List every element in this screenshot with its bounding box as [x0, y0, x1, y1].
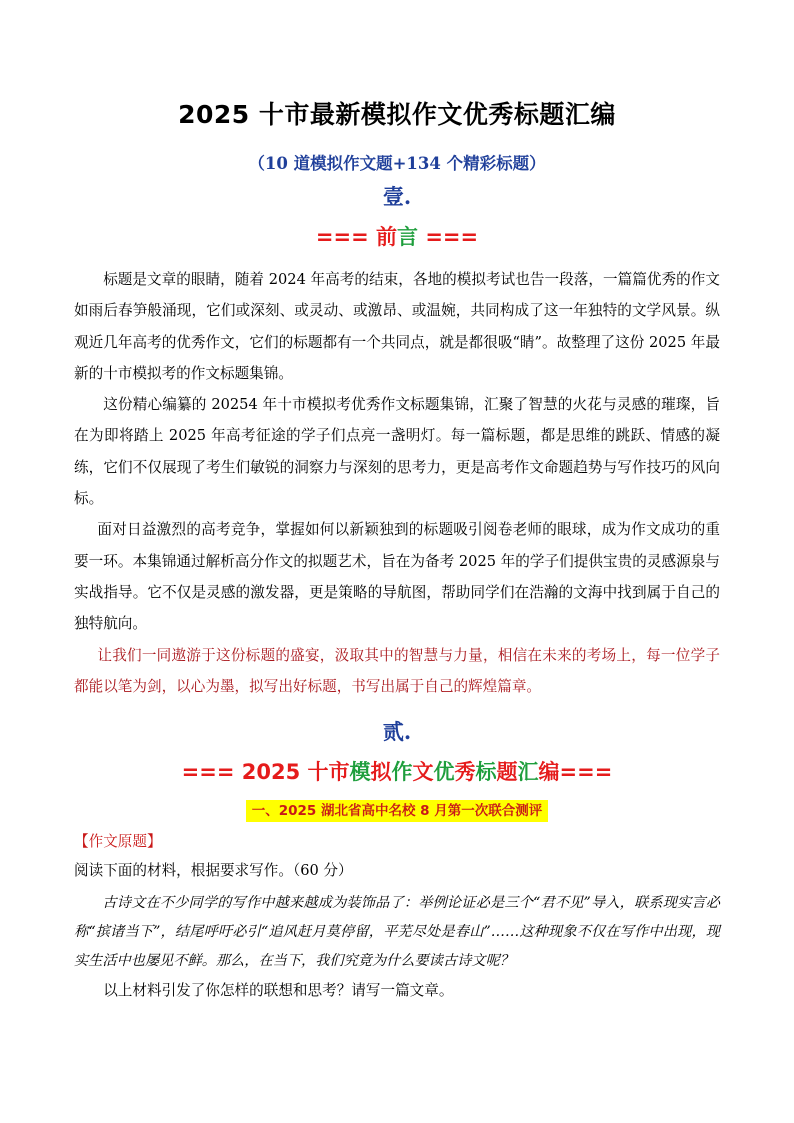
heading2-char: 题: [496, 760, 518, 785]
preface-heading: [74, 220, 720, 254]
heading-right-marker: ===: [425, 225, 479, 249]
material-paragraph: 古诗文在不少同学的写作中越来越成为装饰品了：举例论证必是三个“君不见”导入，联系现实言必称“摈诸当下”，结尾呼吁必引“追风赶月莫停留，平芜尽处是春山”……这种现象不仅在写作中出现，现实生活中也屡见不鲜。那么，在当下，我们究竟为什么要读古诗文呢？: [74, 895, 720, 970]
heading-char-2: 言: [397, 225, 418, 249]
heading2-left-marker: ===: [181, 760, 242, 785]
material-text: [74, 889, 720, 976]
heading2-char: 拟: [370, 760, 392, 785]
heading2-char: 文: [412, 760, 434, 785]
heading2-char: 模: [349, 760, 371, 785]
preface-body: [74, 264, 720, 702]
collection-heading: [74, 755, 720, 789]
heading-left-marker: ===: [315, 225, 369, 249]
exam-source-highlight: 一、2025 湖北省高中名校 8 月第一次联合测评: [246, 800, 549, 822]
heading2-char: 编: [538, 760, 560, 785]
preface-paragraph-4: 让我们一同遨游于这份标题的盛宴，汲取其中的智慧与力量，相信在未来的考场上，每一位学子都能以笔为剑，以心为墨，拟写出好标题，书写出属于自己的辉煌篇章。: [74, 646, 720, 695]
heading2-char: 汇: [517, 760, 539, 785]
heading2-year: 2025 十市: [241, 760, 350, 785]
writing-question: 以上材料引发了你怎样的联想和思考？请写一篇文章。: [103, 982, 454, 1000]
heading2-char: 标: [475, 760, 497, 785]
heading2-char: 秀: [454, 760, 476, 785]
heading-char-1: 前: [376, 225, 397, 249]
preface-paragraph-2: 这份精心编纂的 20254 年十市模拟考优秀作文标题集锦，汇聚了智慧的火花与灵感的璀璨，旨在为即将踏上 2025 年高考征途的学子们点亮一盏明灯。每一篇标题，都是思维的跳跃、情感的凝练，它们不仅展现了考生们敏锐的洞察力与深刻的思考力，更是高考作文命题趋势与写作技巧的风向标。: [74, 396, 720, 508]
document-subtitle: （10 道模拟作文题+134 个精彩标题）: [248, 154, 546, 173]
preface-paragraph-3: 面对日益激烈的高考竞争，掌握如何以新颖独到的标题吸引阅卷老师的眼球，成为作文成功的重要一环。本集锦通过解析高分作文的拟题艺术，旨在为备考 2025 年的学子们提供宝贵的灵感源泉与实战指导。它不仅是灵感的激发器，更是策略的导航图，帮助同学们在浩瀚的文海中找到属于自己的独特航向。: [74, 521, 720, 633]
preface-paragraph-1: 标题是文章的眼睛，随着 2024 年高考的结束，各地的模拟考试也告一段落，一篇篇优秀的作文如雨后春笋般涌现，它们或深刻、或灵动、或激昂、或温婉，共同构成了这一年独特的文学风景。纵观近几年高考的优秀作文，它们的标题都有一个共同点，就是都很吸“睛”。故整理了这份 2025 年最新的十市模拟考的作文标题集锦。: [74, 271, 720, 382]
heading2-right-marker: ===: [559, 760, 613, 785]
writing-instruction: 阅读下面的材料，根据要求写作。（60 分）: [74, 862, 353, 880]
part-one-numeral: 壹.: [382, 184, 412, 209]
original-prompt-tag: 【作文原题】: [74, 833, 162, 851]
part-two-numeral: 贰.: [382, 719, 412, 745]
heading2-char: 作: [391, 760, 413, 785]
exam-source-line: [74, 797, 720, 823]
document-title: 2025 十市最新模拟作文优秀标题汇编: [178, 100, 616, 129]
heading2-char: 优: [433, 760, 455, 785]
